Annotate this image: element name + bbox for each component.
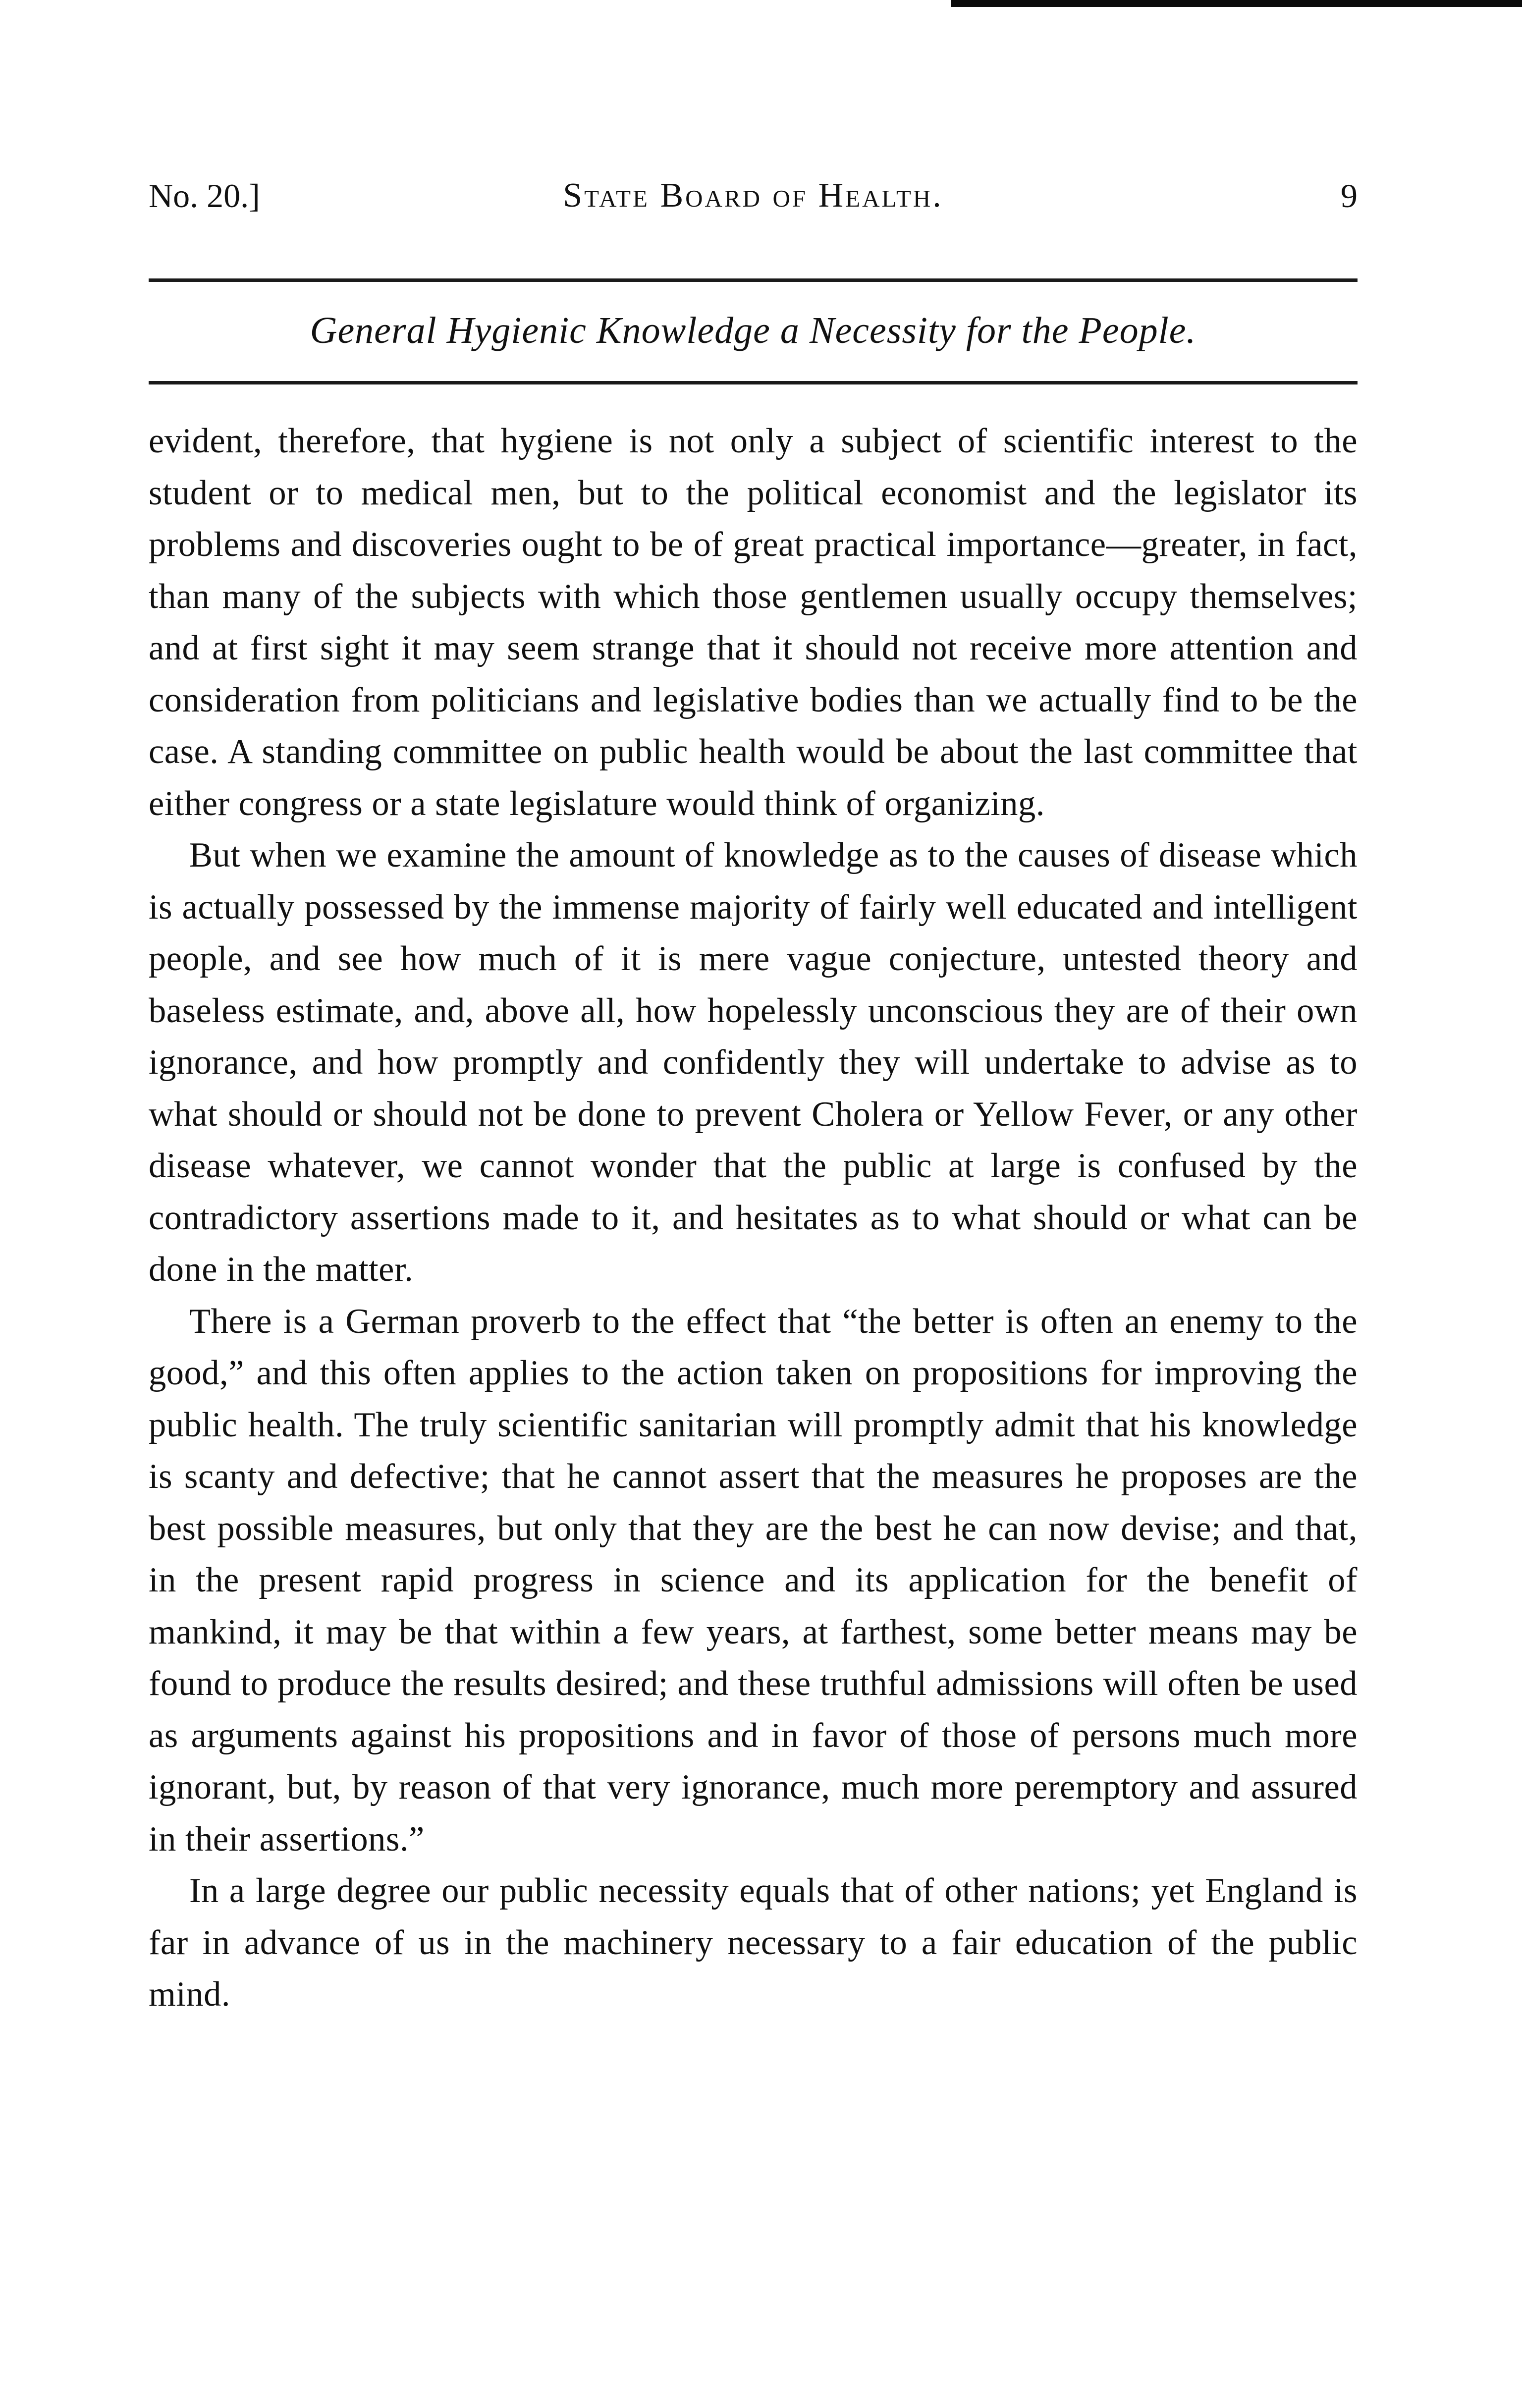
paragraph-4: In a large degree our public necessity equals that of other nations; yet England is far in advance of us in the machinery necessary to a fair education of the public mind. <box>149 1871 1358 2014</box>
paragraph-2: But when we examine the amount of knowledge as to the causes of disease which is actually possessed by the immense majority of fairly well educated and intelligent people, and see how much of it is mere vague conjecture, untested theory and baseless estimate, and, above all, how hopelessly unconscious they are of their own ignorance, and how promptly and confidently they will undertake to advise as to what should or should not be done to prevent Cholera or Yellow Fever, or any other disease whatever, we cannot wonder that the public at large is confused by the contradictory assertions made to it, and hesitates as to what should or what can be done in the matter. <box>149 836 1358 1289</box>
page-number: 9 <box>1341 177 1358 215</box>
page-edge-line <box>951 0 1522 7</box>
header-rule-bottom <box>149 381 1358 384</box>
paragraph-3: There is a German proverb to the effect that “the better is often an enemy to the good,” and this often applies to the action taken on propositions for improving the public health. The truly scientific sanitarian will promptly admit that his knowledge is scanty and defective; that he cannot assert that the measures he proposes are the best possible measures, but only that they are the best he can now devise; and that, in the present rapid progress in science and its application for the benefit of mankind, it may be that within a few years, at farthest, some better means may be found to produce the results desired; and these truthful admissions will often be used as arguments against his propositions and in favor of those of persons much more ignorant, but, by reason of that very ignorance, much more peremptory and assured in their assertions.” <box>149 1302 1358 1859</box>
header-rule-top <box>149 278 1358 282</box>
document-page <box>149 168 1358 2021</box>
document-number: No. 20.] <box>149 177 260 215</box>
section-title: General Hygienic Knowledge a Necessity for the People. <box>310 310 1196 351</box>
body-text <box>149 415 1358 2021</box>
running-header <box>149 168 1358 233</box>
paragraph-1: evident, therefore, that hygiene is not only a subject of scientific interest to the student or to medical men, but to the political economist and the legislator its problems and discoveries ought to be of great practical importance—greater, in fact, than many of the subjects with which those gentlemen usually occupy themselves; and at first sight it may seem strange that it should not receive more attention and consideration from politicians and legislative bodies than we actually find to be the case. A standing committee on public health would be about the last committee that either congress or a state legislature would think of organizing. <box>149 422 1358 823</box>
header-title: State Board of Health. <box>563 176 943 215</box>
